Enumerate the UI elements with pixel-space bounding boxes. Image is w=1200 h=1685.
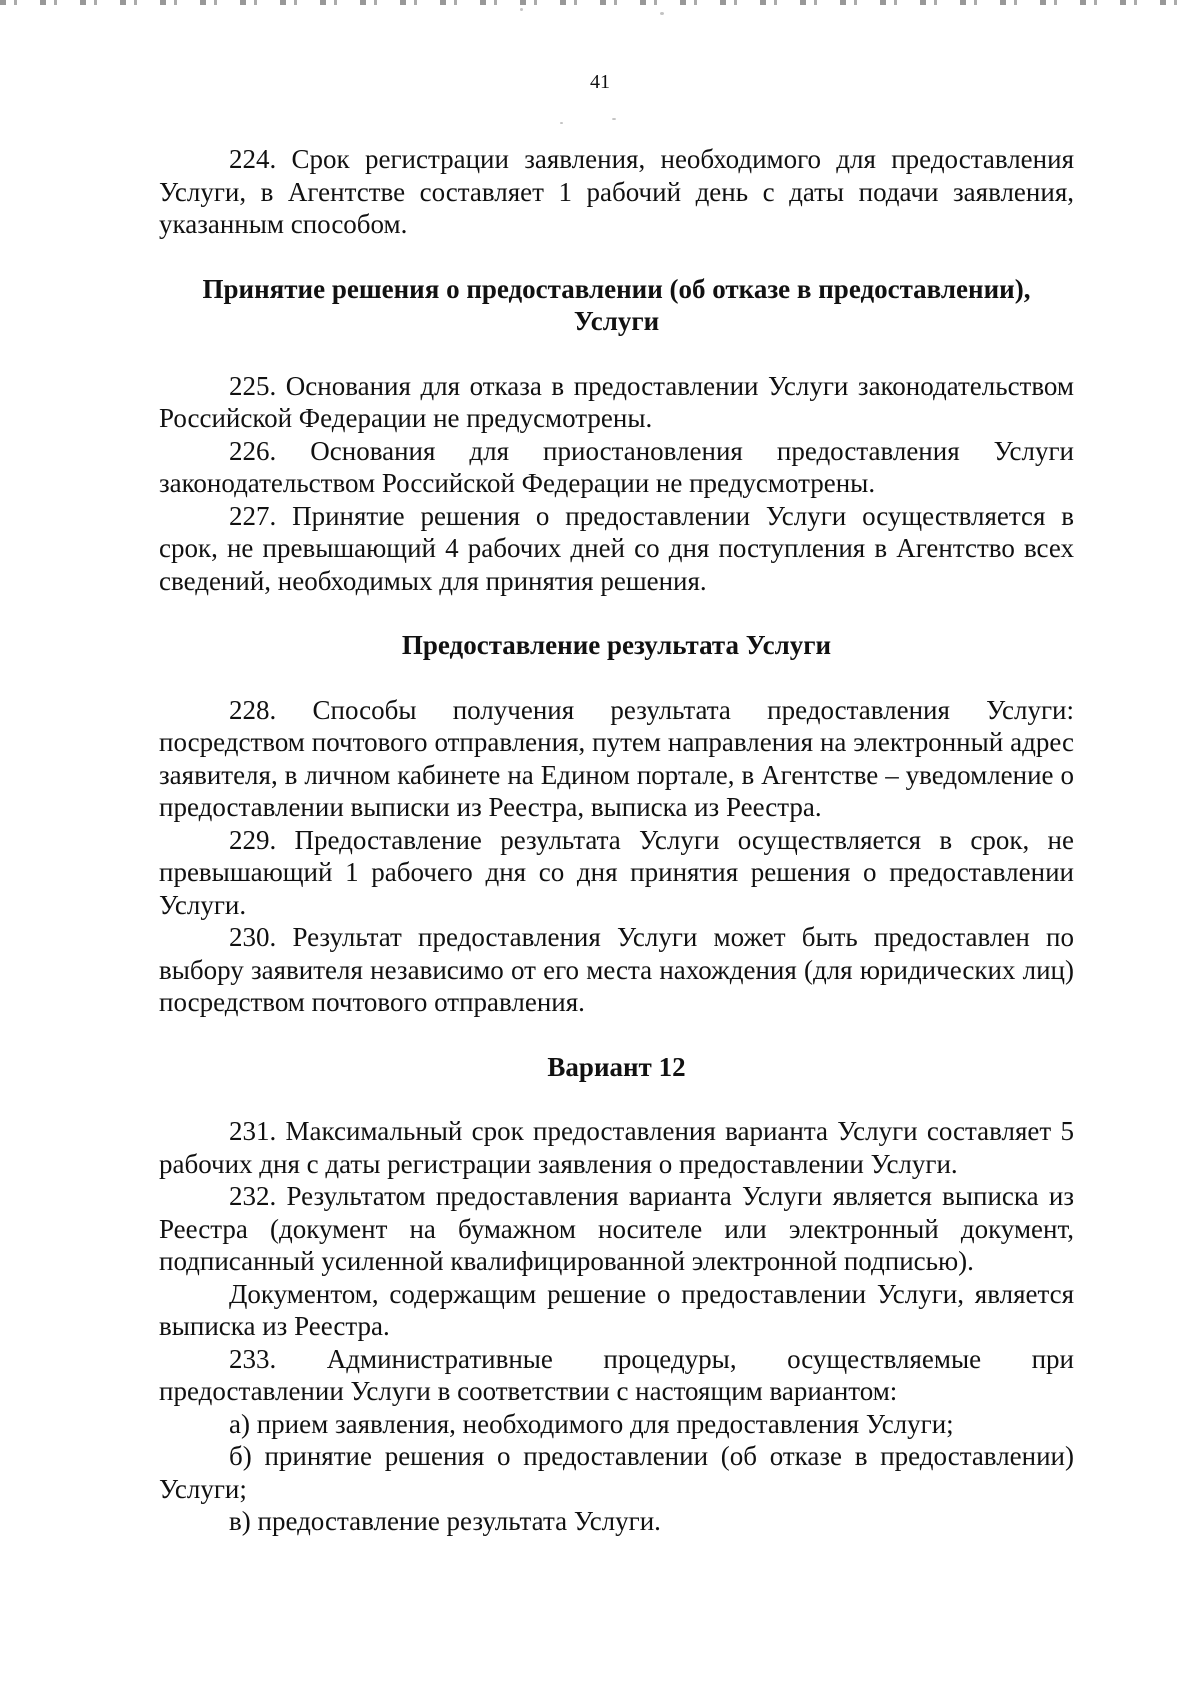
paragraph: 229. Предоставление результата Услуги осуществляется в срок, не превышающий 1 рабочего дня со дня принятия решения о предоставлении Услуги.: [159, 824, 1074, 920]
paragraph: 231. Максимальный срок предоставления варианта Услуги составляет 5 рабочих дня с даты регистрации заявления о предоставлении Услуги.: [159, 1116, 1074, 1179]
paragraph: 232. Результатом предоставления варианта Услуги является выписка из Реестра (документ на бумажном носителе или электронный документ, подписанный усиленной квалифицированной электронной подписью).: [159, 1181, 1074, 1276]
paragraph: 233. Административные процедуры, осуществляемые при предоставлении Услуги в соответствии с настоящим вариантом:: [159, 1343, 1074, 1406]
paragraph: 224. Срок регистрации заявления, необходимого для предоставления Услуги, в Агентстве составляет 1 рабочий день с даты подачи заявления, указанным способом.: [159, 144, 1074, 239]
list-item: в) предоставление результата Услуги.: [229, 1506, 661, 1536]
scan-speck: [612, 118, 616, 120]
paragraph: 226. Основания для приостановления предоставления Услуги законодательством Российской Федерации не предусмотрены.: [159, 435, 1074, 498]
page-number: 41: [590, 71, 610, 93]
document-body: [159, 143, 1074, 1538]
paragraph: 227. Принятие решения о предоставлении Услуги осуществляется в срок, не превышающий 4 рабочих дней со дня поступления в Агентство всех сведений, необходимых для принятия решения.: [159, 500, 1074, 596]
paragraph: 228. Способы получения результата предоставления Услуги: посредством почтового отправления, путем направления на электронный адрес заявителя, в личном кабинете на Едином портале, в Агентстве – уведомление о предоставлении выписки из Реестра, выписка из Реестра.: [159, 694, 1074, 822]
section-heading: Предоставление результата Услуги: [401, 630, 832, 660]
scan-speck: [520, 8, 523, 11]
section-heading: Принятие решения о предоставлении (об отказе в предоставлении), Услуги: [202, 273, 1031, 336]
scan-edge-artifact: [0, 0, 1200, 5]
paragraph: Документом, содержащим решение о предоставлении Услуги, является выписка из Реестра.: [159, 1278, 1074, 1341]
paragraph: 230. Результат предоставления Услуги может быть предоставлен по выбору заявителя независимо от его места нахождения (для юридических лиц) посредством почтового отправления.: [159, 922, 1074, 1017]
list-item: б) принятие решения о предоставлении (об отказе в предоставлении) Услуги;: [159, 1441, 1074, 1504]
paragraph: 225. Основания для отказа в предоставлении Услуги законодательством Российской Федерации не предусмотрены.: [159, 370, 1074, 433]
list-item: а) прием заявления, необходимого для предоставления Услуги;: [229, 1408, 954, 1439]
scan-speck: [660, 12, 664, 15]
section-heading: Вариант 12: [547, 1051, 686, 1082]
scan-speck: [560, 122, 563, 124]
